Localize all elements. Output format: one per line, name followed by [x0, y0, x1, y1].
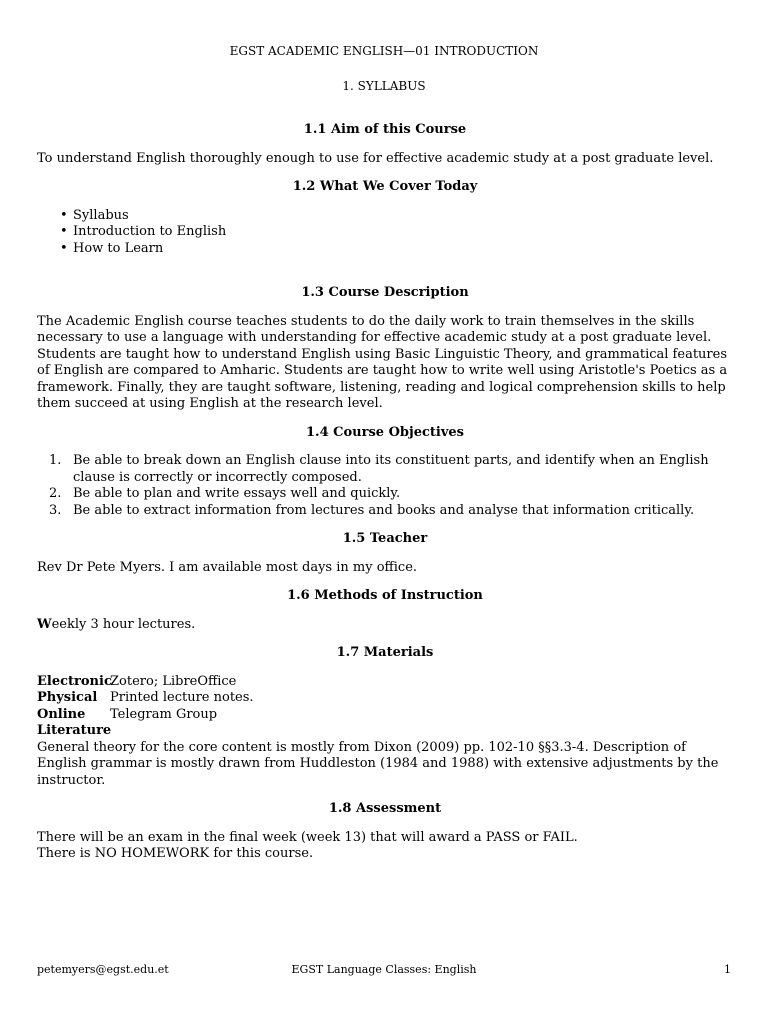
materials-row	[37, 674, 733, 691]
list-item	[49, 486, 733, 503]
section-title: 1. SYLLABUS	[342, 79, 426, 93]
aim-text: To understand English thoroughly enough to use for effective academic study at a post graduate level.	[37, 150, 714, 166]
page-number: 1	[724, 963, 731, 976]
list-item: • Syllabus	[73, 208, 733, 225]
footer-course: EGST Language Classes: English	[291, 963, 477, 976]
list-item: • How to Learn	[73, 241, 733, 258]
description-text: The Academic English course teaches students to do the daily work to train themselves in the skills necessary to use a language with understanding for effective academic study at a post graduate level. Students are taught how to understand English using Basic Linguistic Theory, and grammatical features of English are compared to Amharic. Students are taught how to write well using Aristotle's Poetics as a framework. Finally, they are taught software, listening, reading and logical comprehension skills to help them succeed at using English at the research level.	[37, 313, 728, 411]
document-title: EGST ACADEMIC ENGLISH—01 INTRODUCTION	[229, 44, 539, 58]
list-text: Be able to plan and write essays well and quickly.	[73, 486, 401, 501]
materials-row	[37, 723, 733, 740]
today-heading: 1.2 What We Cover Today	[292, 179, 478, 194]
materials-key: Physical	[37, 690, 98, 705]
materials-value: Telegram Group	[110, 706, 218, 722]
list-item: • Introduction to English	[73, 224, 733, 241]
materials-row	[37, 690, 733, 707]
materials-list	[37, 674, 733, 790]
methods-text-initial: W	[37, 616, 52, 632]
materials-value: Printed lecture notes.	[110, 690, 254, 705]
objectives-list	[37, 453, 733, 519]
assessment-heading: 1.8 Assessment	[328, 801, 442, 816]
methods-text	[37, 617, 733, 634]
list-number: 3.	[49, 502, 62, 518]
list-number: 2.	[49, 486, 62, 501]
objectives-heading: 1.4 Course Objectives	[306, 424, 464, 440]
list-item	[49, 453, 733, 486]
teacher-text: Rev Dr Pete Myers. I am available most days in my office.	[37, 559, 418, 575]
footer-email: petemyers@egst.edu.et	[37, 963, 169, 976]
assessment-line-1: There will be an exam in the final week (week 13) that will award a PASS or FAIL.	[37, 829, 578, 845]
methods-heading: 1.6 Methods of Instruction	[287, 588, 483, 603]
materials-key: Online	[37, 706, 86, 722]
today-list	[37, 208, 733, 258]
list-number: 1.	[49, 453, 62, 468]
teacher-heading: 1.5 Teacher	[342, 531, 428, 546]
methods-text-rest: eekly 3 hour lectures.	[51, 616, 196, 632]
list-item	[49, 502, 733, 520]
materials-key: Literature	[37, 723, 112, 738]
materials-value: Zotero; LibreOffice	[110, 673, 237, 689]
literature-text: General theory for the core content is mostly from Dixon (2009) pp. 102-10 §§3.3-4. Description of English grammar is mostly drawn from Huddleston (1984 and 1988) with extensive adjustments by the instructor.	[37, 739, 719, 788]
document-body	[37, 122, 733, 863]
materials-row	[37, 707, 733, 724]
description-heading: 1.3 Course Description	[301, 285, 469, 300]
assessment-line-2: There is NO HOMEWORK for this course.	[37, 846, 314, 861]
materials-key: Electronic	[37, 673, 112, 689]
aim-heading: 1.1 Aim of this Course	[303, 122, 467, 137]
list-text: Be able to break down an English clause into its constituent parts, and identify when an English clause is correctly or incorrectly composed.	[73, 453, 709, 485]
materials-heading: 1.7 Materials	[336, 645, 434, 660]
list-text: Be able to extract information from lectures and books and analyse that information critically.	[73, 502, 695, 518]
